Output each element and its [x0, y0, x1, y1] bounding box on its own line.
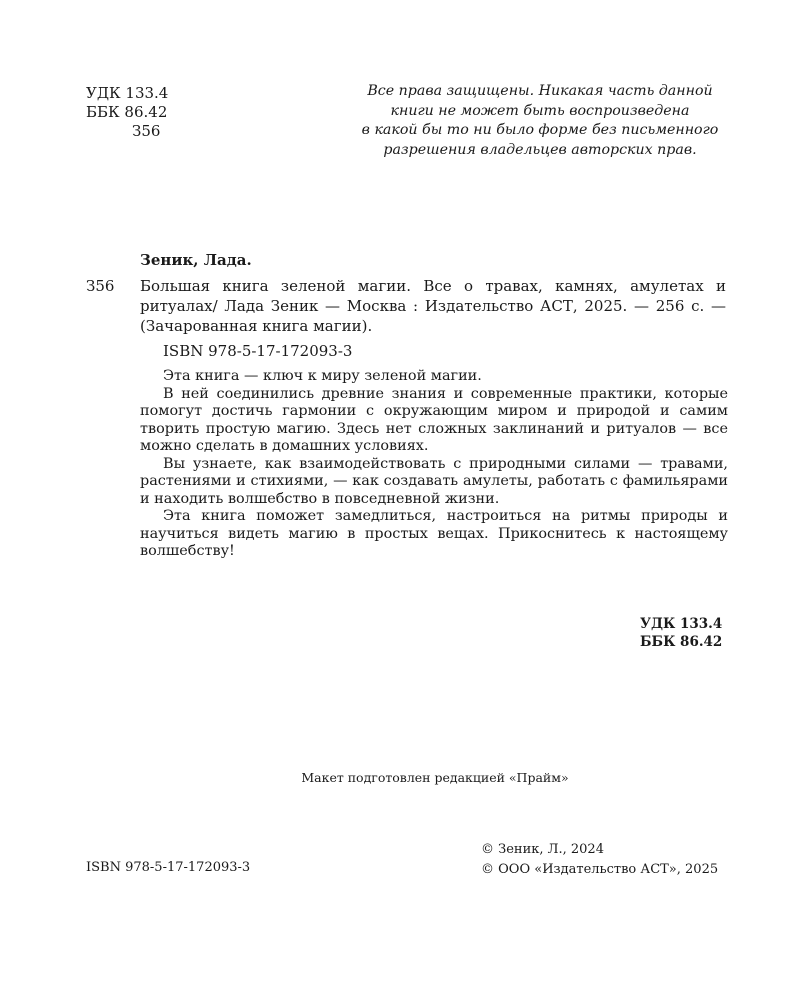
classification-codes: [86, 84, 168, 141]
copyright-author: © Зеник, Л., 2024: [481, 842, 604, 857]
bibliographic-description: Большая книга зеленой магии. Все о травах, камнях, амулетах и ритуалах/ Лада Зеник — Москва : Издательство АСТ, 2025. — 256 с. — (Зачарованная книга магии).: [140, 277, 726, 335]
bbk-code: ББК 86.42: [86, 103, 168, 121]
rights-line: книги не может быть воспроизведена: [390, 102, 690, 119]
rights-line: в какой бы то ни было форме без письменного: [361, 122, 719, 138]
rights-line: Все права защищены. Никакая часть данной: [367, 83, 713, 99]
author-mark: З56: [132, 122, 161, 140]
footer-isbn: ISBN 978-5-17-172093-3: [86, 860, 251, 875]
copyright-publisher: © ООО «Издательство АСТ», 2025: [481, 862, 719, 877]
annotation-paragraph: Вы узнаете, как взаимодействовать с природными силами — травами, растениями и стихиями, — как создавать амулеты, работать с фамильярами и находить волшебство в повседневной жизни.: [140, 455, 728, 507]
annotation-paragraph: В ней соединились древние знания и современные практики, которые помогут достичь гармонии с окружающим миром и природой и самим творить простую магию. Здесь нет сложных заклинаний и ритуалов — все можно сделать в домашних условиях.: [140, 385, 728, 454]
bottom-udk-code: УДК 133.4: [640, 616, 723, 632]
annotation: [140, 368, 728, 561]
udk-code: УДК 133.4: [86, 84, 169, 102]
rights-line: разрешения владельцев авторских прав.: [383, 141, 697, 158]
catalog-author-mark: З56: [86, 277, 115, 295]
author-heading: Зеник, Лада.: [140, 251, 252, 269]
bottom-bbk-code: ББК 86.42: [640, 634, 723, 650]
annotation-paragraph: Эта книга поможет замедлиться, настроиться на ритмы природы и научиться видеть магию в простых вещах. Прикоснитесь к настоящему волшебству!: [140, 508, 728, 559]
annotation-paragraph: Эта книга — ключ к миру зеленой магии.: [163, 368, 482, 384]
prepared-by-note: Макет подготовлен редакцией «Прайм»: [301, 770, 569, 785]
bottom-classification-codes: [640, 615, 722, 651]
copyright-block: [481, 840, 718, 880]
rights-notice: [340, 82, 740, 160]
isbn: ISBN 978-5-17-172093-3: [163, 342, 353, 360]
